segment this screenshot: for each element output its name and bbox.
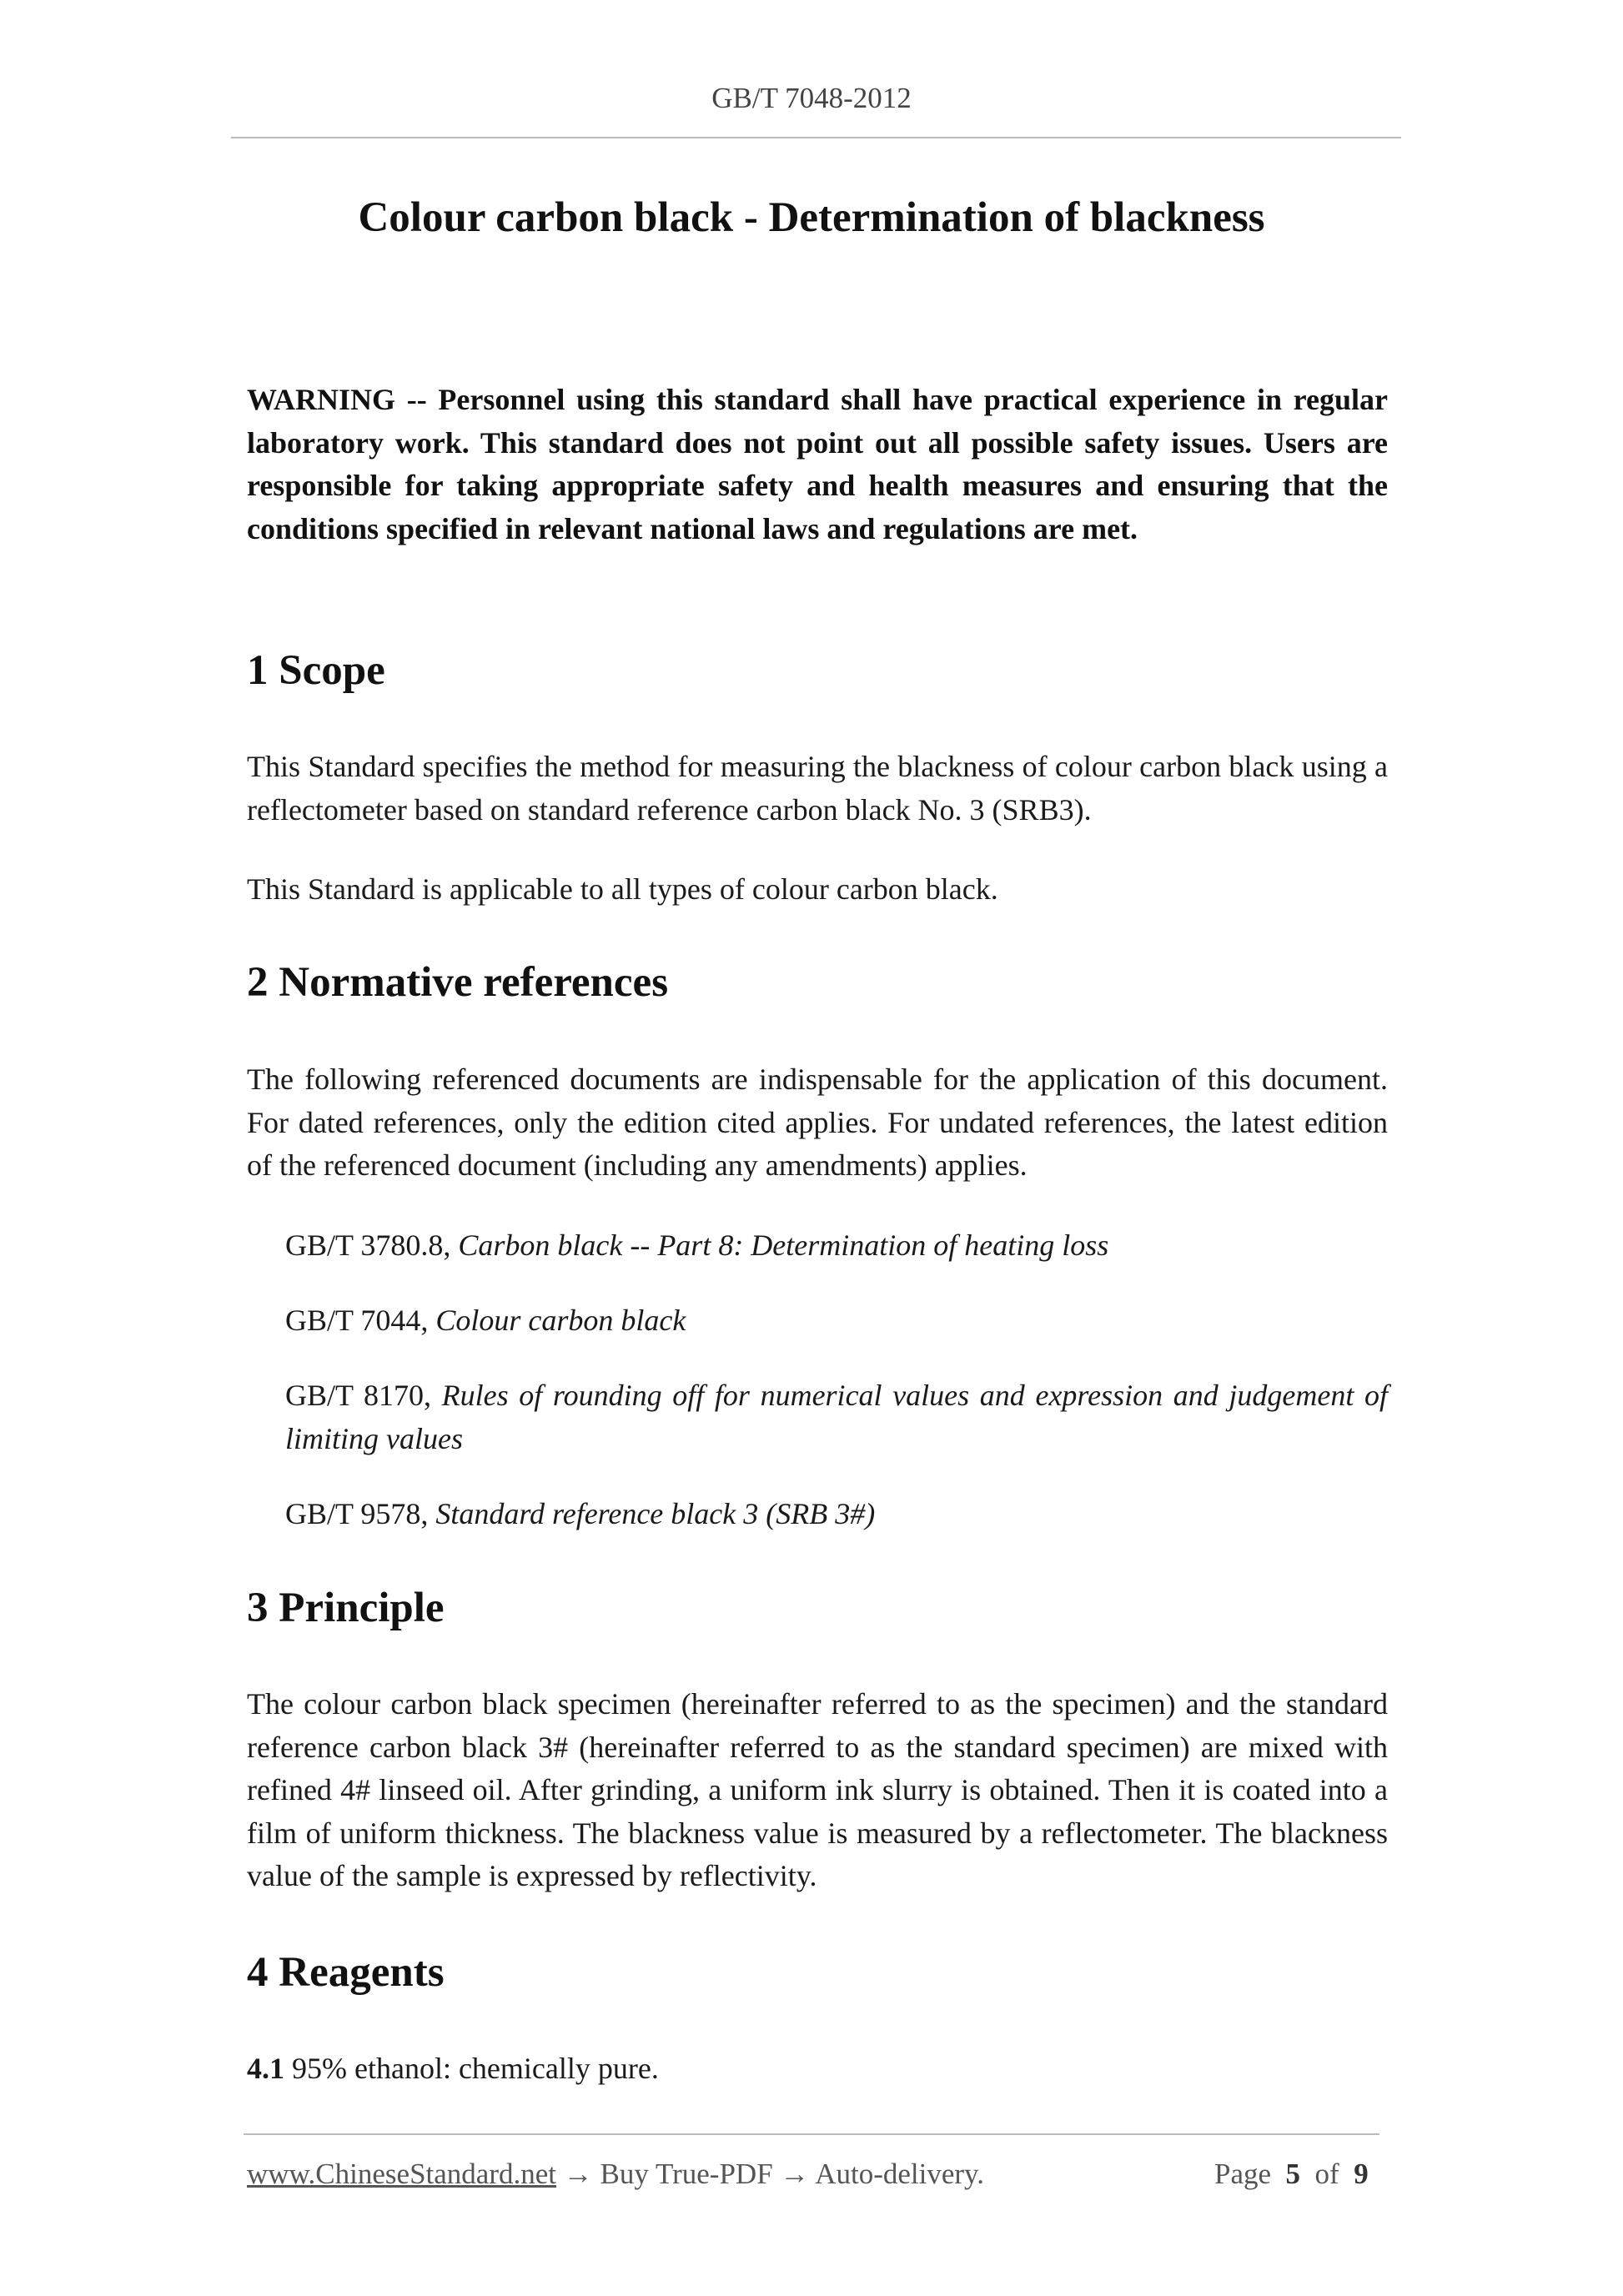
reference-item: [285, 1299, 1388, 1343]
principle-paragraph: The colour carbon black specimen (hereinafter referred to as the specimen) and the standard reference carbon black 3# (hereinafter referred to as the standard specimen) are mixed with refined 4# linseed oil. After grinding, a uniform ink slurry is obtained. Then it is coated into a film of uniform thickness. The blackness value is measured by a reflectometer. The blackness value of the sample is expressed by reflectivity.: [247, 1687, 1388, 1892]
reference-code: GB/T 8170,: [285, 1379, 442, 1412]
reagent-item: [247, 2047, 1388, 2091]
page-indicator: [1214, 2156, 1369, 2193]
reference-title: Rules of rounding off for numerical values and expression and judgement of limiting values: [285, 1379, 1388, 1455]
reference-title: Carbon black -- Part 8: Determination of heating loss: [458, 1228, 1109, 1262]
reference-item: [285, 1374, 1388, 1460]
reagent-item-number: 4.1: [247, 2052, 284, 2085]
footer-divider: [244, 2133, 1379, 2135]
running-header: GB/T 7048-2012: [711, 82, 912, 114]
reference-item: [285, 1493, 1388, 1536]
heading-scope: 1 Scope: [247, 647, 385, 694]
reference-code: GB/T 7044,: [285, 1304, 436, 1337]
normative-paragraph: The following referenced documents are indispensable for the application of this document. For dated references, only the edition cited applies. For undated references, the latest edition of the referenced document (including any amendments) applies.: [247, 1063, 1388, 1182]
scope-paragraph-1: This Standard specifies the method for measuring the blackness of colour carbon black using a reflectometer based on standard reference carbon black No. 3 (SRB3).: [247, 750, 1388, 826]
page-label: Page: [1214, 2158, 1272, 2190]
page-current: 5: [1285, 2158, 1301, 2190]
warning-paragraph: WARNING -- Personnel using this standard shall have practical experience in regular laboratory work. This standard does not point out all possible safety issues. Users are responsible for taking appropriate safety and health measures and ensuring that the conditions specified in relevant national laws and regulations are met.: [247, 383, 1388, 545]
reference-title: Standard reference black 3 (SRB 3#): [435, 1497, 876, 1530]
reference-code: GB/T 3780.8,: [285, 1228, 459, 1262]
footer-promo-text: → Buy True-PDF → Auto-delivery.: [556, 2158, 985, 2190]
heading-principle: 3 Principle: [247, 1585, 445, 1631]
footer-promo: [247, 2156, 984, 2193]
document-title: Colour carbon black - Determination of blackness: [358, 194, 1265, 241]
of-label: of: [1314, 2158, 1339, 2190]
heading-normative-references: 2 Normative references: [247, 959, 669, 1006]
reagent-item-text: 95% ethanol: chemically pure.: [284, 2052, 659, 2085]
reference-title: Colour carbon black: [435, 1304, 686, 1337]
header-divider: [231, 137, 1401, 138]
scope-paragraph-2: This Standard is applicable to all types of colour carbon black.: [247, 872, 998, 906]
website-link[interactable]: www.ChineseStandard.net: [247, 2158, 556, 2190]
page-total: 9: [1354, 2158, 1369, 2190]
reference-item: [285, 1224, 1388, 1268]
reference-code: GB/T 9578,: [285, 1497, 436, 1530]
heading-reagents: 4 Reagents: [247, 1949, 445, 1996]
